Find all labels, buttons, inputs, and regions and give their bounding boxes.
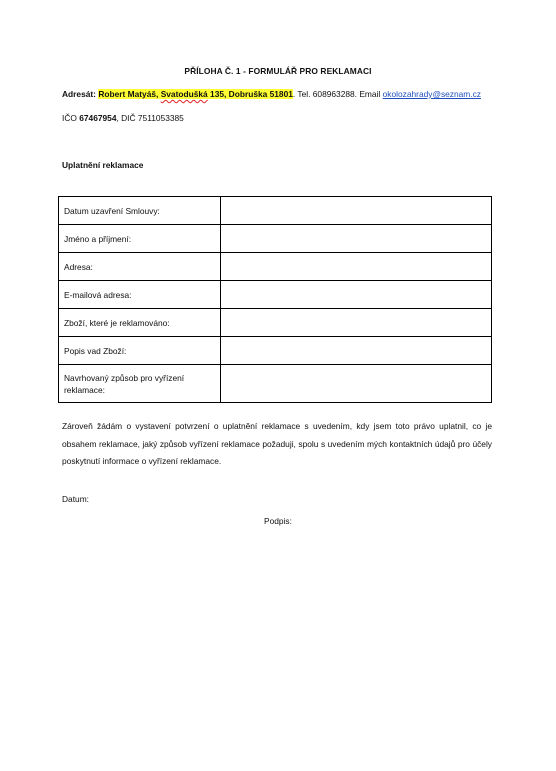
row-label: Datum uzavření Smlouvy: [59, 197, 221, 225]
row-label: Popis vad Zboží: [59, 337, 221, 365]
section-title: Uplatnění reklamace [62, 160, 144, 170]
table-row [59, 197, 492, 225]
row-label: Zboží, které je reklamováno: [59, 309, 221, 337]
table-row [59, 337, 492, 365]
table-row [59, 309, 492, 337]
ico-value: 67467954 [79, 113, 117, 123]
address-highlight [98, 89, 293, 99]
dic-text: , DIČ 7511053385 [116, 113, 184, 123]
page-title: PŘÍLOHA Č. 1 - FORMULÁŘ PRO REKLAMACI [184, 66, 372, 76]
row-value-cell[interactable] [221, 337, 492, 365]
date-label: Datum: [62, 494, 89, 504]
row-value-cell[interactable] [221, 225, 492, 253]
row-value-cell[interactable] [221, 281, 492, 309]
address-name: Robert Matyáš, [98, 89, 159, 99]
row-label: Adresa: [59, 253, 221, 281]
row-label: Navrhovaný způsob pro vyřízení reklamace: [59, 365, 221, 403]
row-label: Jméno a příjmení: [59, 225, 221, 253]
address-phone: . Tel. 608963288. Email [292, 89, 381, 99]
signature-label: Podpis: [264, 516, 292, 526]
address-label: Adresát: [62, 89, 96, 99]
table-row [59, 225, 492, 253]
table-row [59, 281, 492, 309]
email-link[interactable]: okolozahrady@seznam.cz [382, 89, 481, 99]
table-row [59, 253, 492, 281]
ico-label: IČO [62, 113, 77, 123]
row-value-cell[interactable] [221, 253, 492, 281]
row-value-cell[interactable] [221, 309, 492, 337]
row-value-cell[interactable] [221, 197, 492, 225]
table-row [59, 365, 492, 403]
request-paragraph: Zároveň žádám o vystavení potvrzení o uplatnění reklamace s uvedením, kdy jsem toto právo uplatnil, co je obsahem reklamace, jaký způsob vyřízení reklamace požaduji, spolu s uvedením mých kontaktních údajů pro účely poskytnutí informace o vyřízení reklamace. [62, 421, 492, 466]
row-value-cell[interactable] [221, 365, 492, 403]
address-line [62, 89, 481, 99]
address-street-rest: 135, Dobruška 51801 [210, 89, 293, 99]
complaint-form-table [58, 196, 492, 403]
address-street: Svatodušká [160, 89, 208, 99]
row-label: E-mailová adresa: [59, 281, 221, 309]
ico-dic-line [62, 113, 184, 123]
